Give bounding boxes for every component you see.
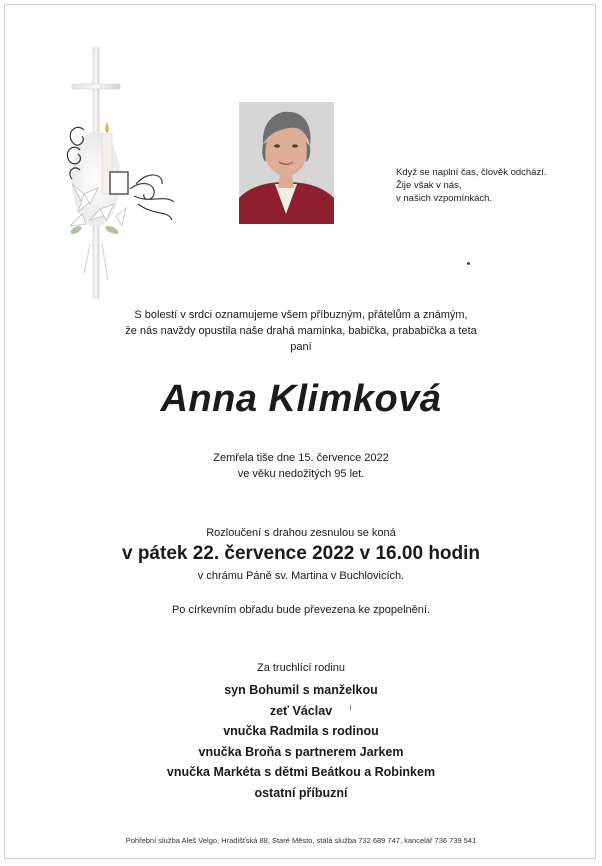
death-info (0, 450, 602, 482)
farewell-intro: Rozloučení s drahou zesnulou se koná (206, 527, 396, 539)
mourner: ostatní příbuzní (254, 785, 348, 800)
intro-line: že nás navždy opustila naše drahá maminka, babička, prababička a teta (125, 325, 477, 337)
cross-with-lilies-icon (64, 44, 184, 304)
mourners-list (0, 680, 602, 803)
death-line: ve věku nedožitých 95 let. (237, 468, 365, 480)
poem-line: v našich vzpomínkách. (396, 193, 493, 204)
death-line: Zemřela tiše dne 15. července 2022 (213, 452, 389, 464)
intro-line: paní (290, 341, 312, 353)
announcement-intro (0, 307, 602, 355)
stray-mark (467, 262, 470, 265)
poem (396, 166, 556, 205)
cremation-note: Po církevním obřadu bude převezena ke zpopelnění. (171, 604, 431, 616)
mourner: zeť Václav (269, 703, 333, 718)
mourner: vnučka Markéta s dětmi Beátkou a Robinkem (166, 765, 436, 779)
mourners-intro: Za truchlící rodinu (256, 662, 346, 674)
stray-tick (350, 705, 351, 710)
poem-line: Když se naplní čas, člověk odchází. (396, 167, 547, 178)
mourner: vnučka Radmila s rodinou (223, 724, 379, 738)
mourner: vnučka Broňa s partnerem Jarkem (198, 744, 404, 759)
farewell-datetime: v pátek 22. července 2022 v 16.00 hodin (121, 543, 481, 564)
funeral-service-footer: Pohřební služba Aleš Velgo, Hradišťská 88, Staré Město, stálá služba 732 689 747, kancelář 736 739 541 (125, 836, 477, 845)
mourner: syn Bohumil s manželkou (224, 683, 378, 697)
portrait-photo (239, 102, 334, 224)
intro-line: S bolestí v srdci oznamujeme všem příbuzným, přátelům a známým, (134, 309, 468, 321)
poem-line: Žije však v nás, (396, 180, 462, 191)
deceased-name: Anna Klimková (160, 378, 442, 420)
farewell-place: v chrámu Páně sv. Martina v Buchlovicích. (197, 570, 405, 582)
